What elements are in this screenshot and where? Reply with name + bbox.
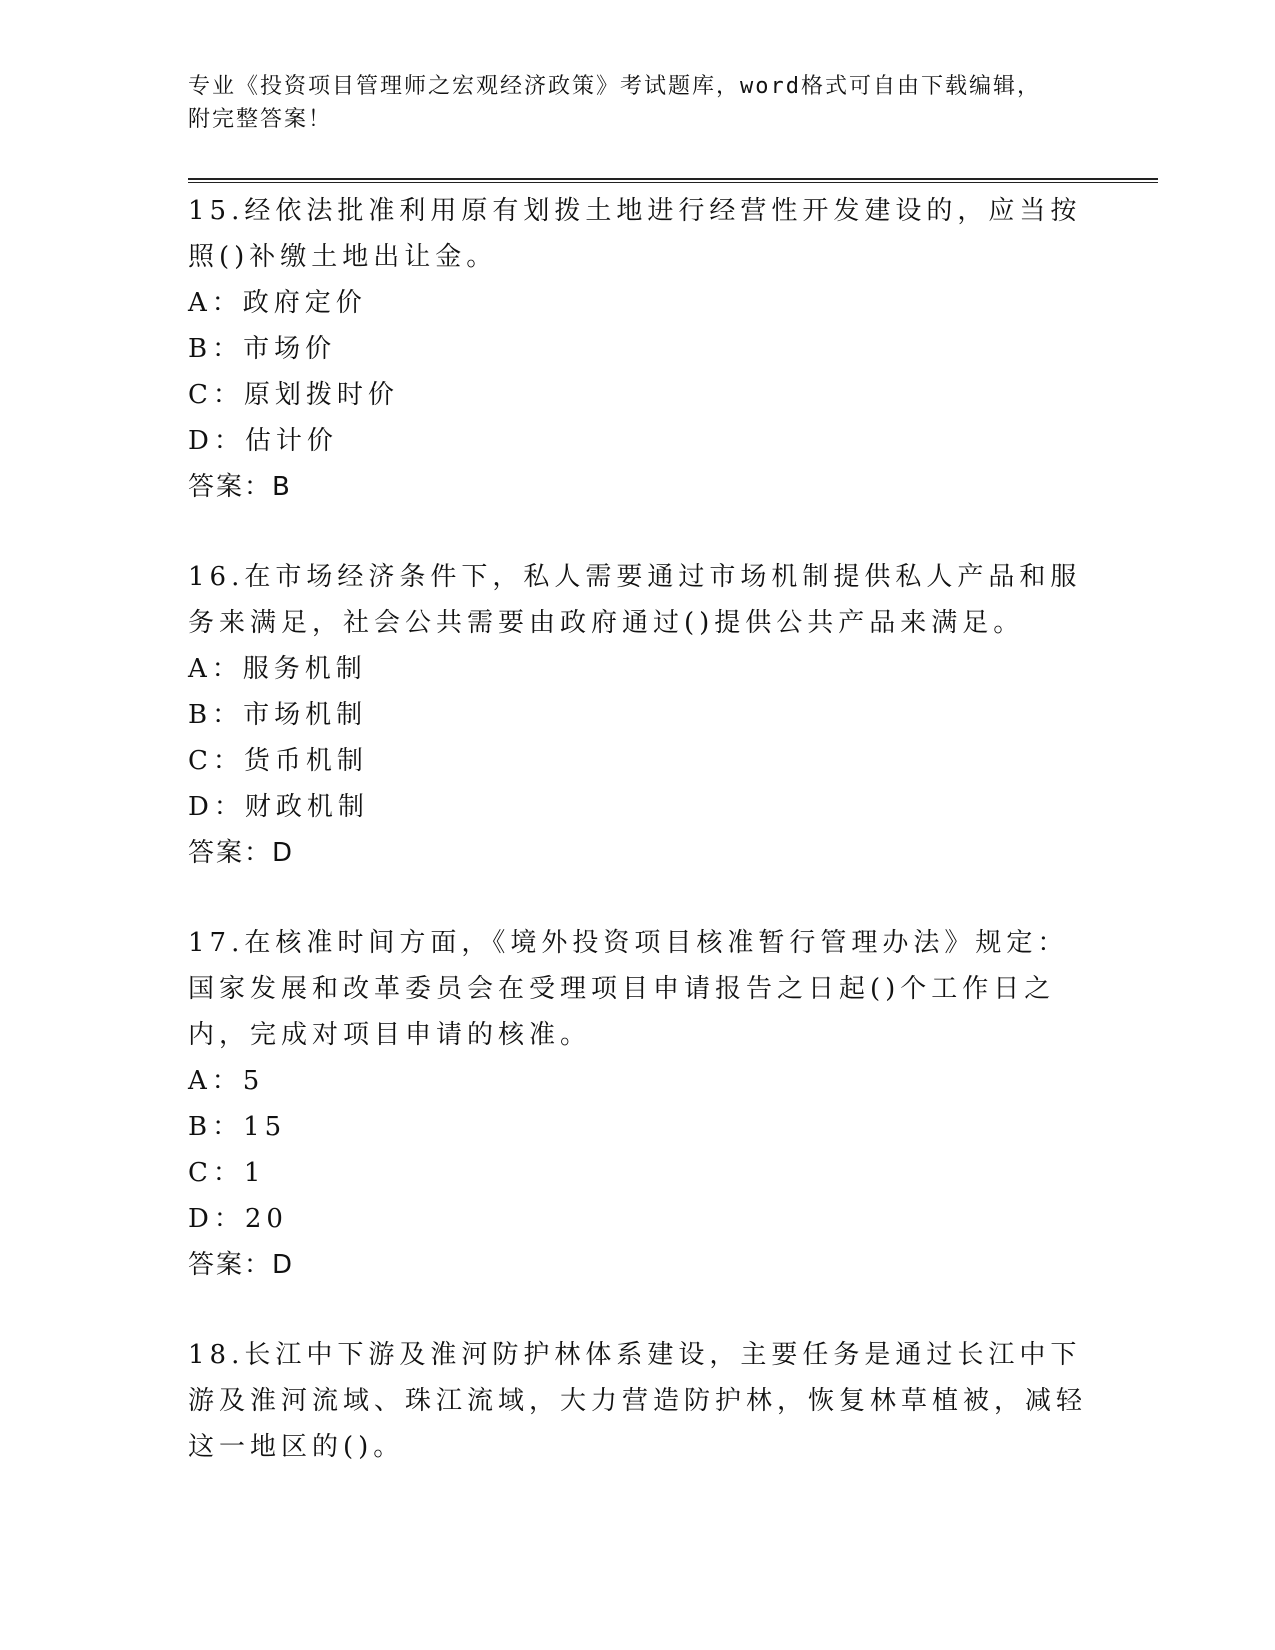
- document-header: [188, 70, 1068, 136]
- question-spacer: [188, 510, 1088, 554]
- header-line-1: 专业《投资项目管理师之宏观经济政策》考试题库，word格式可自由下载编辑，: [188, 74, 1041, 99]
- question-17: [188, 920, 1088, 1288]
- option-c: C：原划拨时价: [188, 380, 399, 410]
- option-b: B：市场机制: [188, 700, 368, 730]
- question-text: 18.长江中下游及淮河防护林体系建设，主要任务是通过长江中下游及淮河流域、珠江流域，大力营造防护林，恢复林草植被，减轻这一地区的()。: [188, 1340, 1088, 1462]
- answer: 答案：D: [188, 838, 295, 868]
- answer: 答案：D: [188, 1250, 295, 1280]
- option-a: A：服务机制: [188, 654, 367, 684]
- question-spacer: [188, 876, 1088, 920]
- header-line-2: 附完整答案！: [188, 107, 333, 132]
- option-d: D：20: [188, 1204, 288, 1234]
- question-text: 16.在市场经济条件下，私人需要通过市场机制提供私人产品和服务来满足，社会公共需要由政府通过()提供公共产品来满足。: [188, 562, 1082, 638]
- answer: 答案：B: [188, 472, 292, 502]
- option-d: D：估计价: [188, 426, 338, 456]
- option-c: C：1: [188, 1158, 266, 1188]
- option-b: B：15: [188, 1112, 287, 1142]
- question-18: [188, 1332, 1088, 1470]
- question-text: 17.在核准时间方面，《境外投资项目核准暂行管理办法》规定：国家发展和改革委员会在受理项目申请报告之日起()个工作日之内，完成对项目申请的核准。: [188, 928, 1069, 1050]
- question-list: [188, 188, 1088, 1470]
- question-16: [188, 554, 1088, 876]
- option-b: B：市场价: [188, 334, 337, 364]
- question-text: 15.经依法批准利用原有划拨土地进行经营性开发建设的，应当按照()补缴土地出让金。: [188, 196, 1082, 272]
- question-spacer: [188, 1288, 1088, 1332]
- option-a: A：政府定价: [188, 288, 367, 318]
- option-d: D：财政机制: [188, 792, 369, 822]
- question-15: [188, 188, 1088, 510]
- option-a: A：5: [188, 1066, 265, 1096]
- option-c: C：货币机制: [188, 746, 368, 776]
- header-divider: [188, 178, 1158, 183]
